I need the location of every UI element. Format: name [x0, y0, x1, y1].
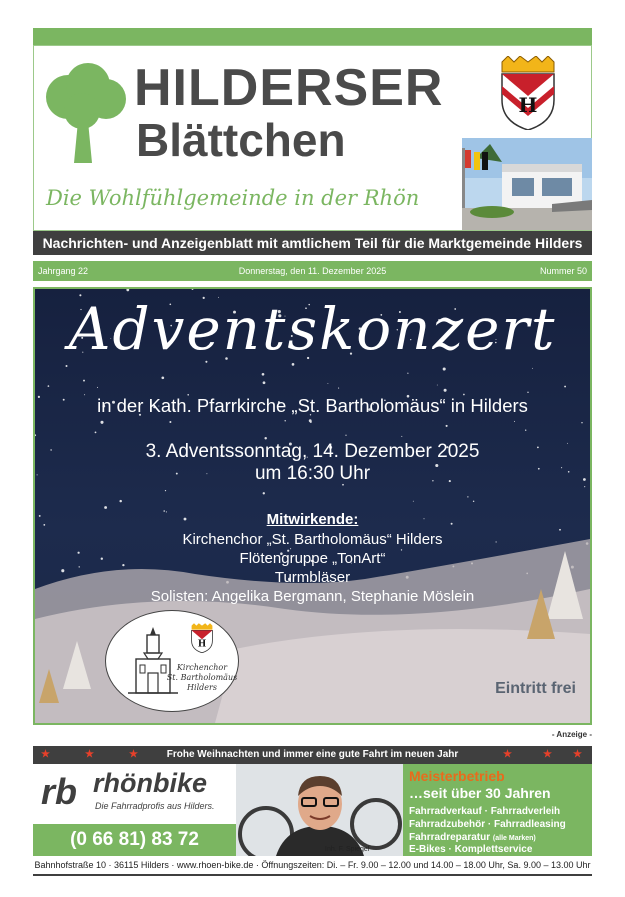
star-dot: [165, 490, 166, 491]
ad-service-note: (alle Marken): [492, 835, 536, 842]
performer-item: Solisten: Angelika Bergmann, Stephanie Möslein: [150, 588, 475, 605]
star-dot: [401, 436, 402, 437]
poster-title: Adventskonzert: [68, 295, 557, 363]
star-dot: [514, 421, 515, 422]
star-dot: [446, 425, 448, 427]
star-dot: [532, 368, 533, 369]
star-icon: ★: [573, 749, 582, 760]
ad-brand: rhönbike: [93, 768, 208, 798]
ad-services-panel: [403, 764, 592, 856]
ad-service-line: Fahrradverkauf · Fahrradverleih: [409, 806, 561, 817]
star-dot: [161, 376, 164, 379]
star-dot: [95, 432, 97, 434]
poster-date: 3. Adventssonntag, 14. Dezember 2025: [145, 441, 480, 462]
ad-service-text: Fahrradreparatur: [409, 832, 491, 843]
star-dot: [525, 430, 526, 431]
poster-time: um 16:30 Uhr: [254, 463, 371, 484]
badge-coat-letter: H: [197, 639, 207, 650]
star-dot: [126, 289, 129, 291]
coat-letter: H: [518, 93, 538, 117]
star-dot: [284, 420, 285, 421]
star-dot: [473, 501, 474, 502]
masthead-title-line2: Blättchen: [136, 114, 346, 166]
ad-years: …seit über 30 Jahren: [409, 785, 551, 801]
star-dot: [584, 486, 585, 487]
entry-free-label: Eintritt frei: [495, 680, 576, 697]
ad-brand-tagline: Die Fahrradprofis aus Hilders.: [95, 801, 215, 811]
star-dot: [263, 381, 266, 384]
star-dot: [327, 383, 328, 384]
star-dot: [262, 373, 265, 376]
ad-greeting-strip: [33, 746, 592, 764]
masthead-top-bar: [33, 28, 592, 45]
owner-photo: [236, 764, 403, 856]
star-icon: ★: [503, 749, 512, 760]
owner-portrait: [236, 764, 403, 856]
star-dot: [581, 422, 582, 423]
badge-text-line: Kirchenchor: [176, 663, 228, 672]
rhoenbike-advertisement: [33, 746, 592, 876]
badge-text-line: Hilders: [187, 683, 217, 692]
ad-service-line: [409, 832, 536, 843]
star-dot: [444, 389, 447, 392]
star-dot: [66, 365, 68, 367]
tree-logo-icon: [44, 63, 126, 165]
performer-item: Flötengruppe „TonArt“: [239, 550, 386, 567]
ad-label: - Anzeige -: [551, 730, 592, 739]
star-icon: ★: [543, 749, 552, 760]
performer-item: Kirchenchor „St. Bartholomäus“ Hilders: [182, 531, 443, 548]
ad-service-line: E-Bikes · Komplettservice: [409, 844, 533, 855]
badge-text-line: St. Bartholomäus: [166, 673, 238, 682]
advent-concert-poster: [33, 287, 592, 725]
star-dot: [437, 385, 438, 386]
star-icon: ★: [41, 749, 50, 760]
issue-info-bar: [33, 261, 592, 281]
star-dot: [338, 388, 339, 389]
star-dot: [564, 386, 566, 388]
star-dot: [443, 367, 446, 370]
star-dot: [345, 435, 346, 436]
choir-badge: [105, 610, 239, 712]
star-dot: [413, 501, 414, 502]
star-dot: [100, 421, 103, 424]
star-dot: [169, 421, 171, 423]
star-dot: [407, 373, 408, 374]
masthead-subtitle: Nachrichten- und Anzeigenblatt mit amtlichem Teil für die Marktgemeinde Hilders: [33, 231, 592, 255]
star-dot: [104, 506, 107, 509]
star-dot: [467, 496, 468, 497]
performers-heading: Mitwirkende:: [266, 511, 359, 528]
star-dot: [35, 434, 36, 436]
star-dot: [310, 421, 312, 423]
badge-coat-of-arms-icon: [190, 623, 214, 653]
ad-address: Bahnhofstraße 10 · 36115 Hilders · www.rhoen-bike.de · Öffnungszeiten: Di. – Fr. 9.00 – 12.00 und 14.00 – 18.00 Uhr, Sa. 9.00 – 13.00 Uhr: [34, 860, 591, 870]
star-dot: [292, 363, 295, 366]
star-dot: [527, 392, 528, 393]
star-icon: ★: [129, 749, 138, 760]
star-dot: [83, 380, 85, 382]
badge-text: [162, 663, 242, 693]
ad-owner: Inh. F. Spiegel: [325, 846, 370, 853]
star-icon: ★: [85, 749, 94, 760]
star-dot: [192, 289, 194, 290]
star-dot: [48, 385, 50, 387]
star-dot: [263, 492, 265, 494]
issue-year: Jahrgang 22: [38, 266, 89, 276]
masthead-title-line1: HILDERSER: [134, 59, 444, 117]
ad-service-line: Fahrradzubehör · Fahrradleasing: [409, 819, 566, 830]
ad-greeting: Frohe Weihnachten und immer eine gute Fahrt im neuen Jahr: [166, 749, 459, 760]
ad-master-badge: Meisterbetrieb: [409, 768, 505, 784]
poster-venue: in der Kath. Pfarrkirche „St. Bartholomäus“ in Hilders: [97, 395, 528, 416]
rb-logo-icon: [41, 772, 87, 810]
issue-number: Nummer 50: [539, 266, 587, 276]
star-dot: [264, 437, 266, 439]
star-dot: [97, 387, 98, 388]
star-dot: [119, 500, 121, 502]
performer-item: Turmbläser: [274, 569, 351, 586]
rb-logo-mark: rb: [41, 772, 77, 810]
issue-date: Donnerstag, den 11. Dezember 2025: [238, 266, 387, 276]
coat-of-arms-icon: [498, 56, 558, 130]
masthead-tagline: Die Wohlfühlgemeinde in der Rhön: [46, 186, 420, 210]
ad-phone: (0 66 81) 83 72: [33, 824, 236, 856]
town-hall-photo: [462, 138, 592, 230]
